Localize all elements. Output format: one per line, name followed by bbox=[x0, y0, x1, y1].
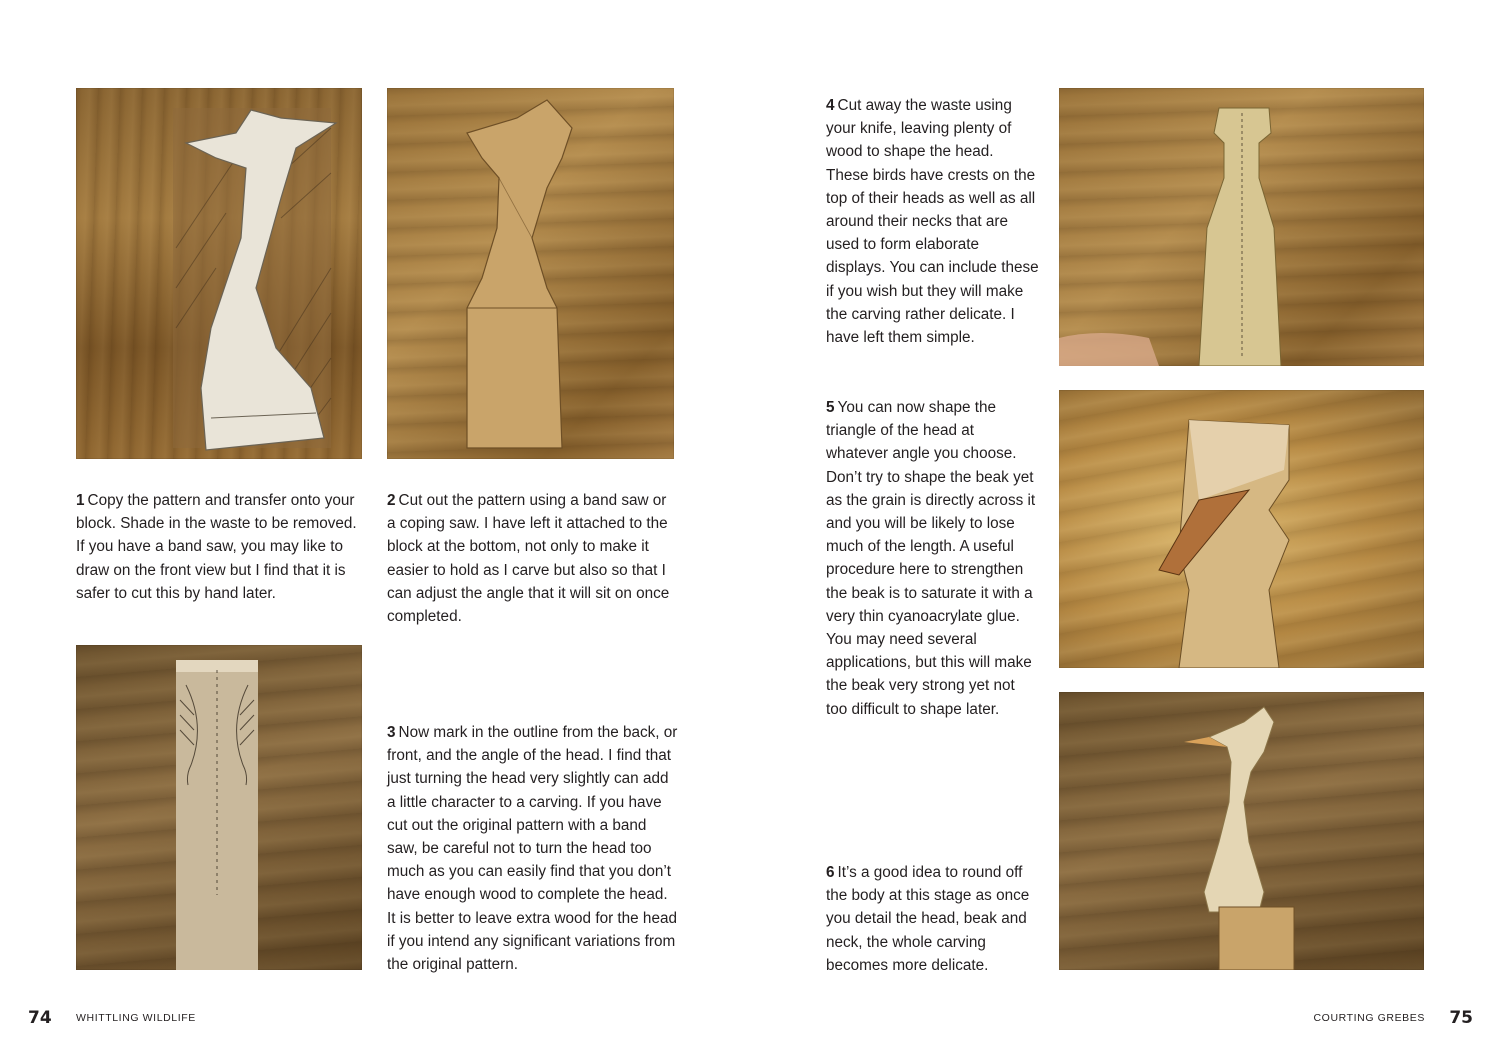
step-6-caption bbox=[826, 861, 1039, 977]
step-4-caption bbox=[826, 94, 1039, 349]
left-running-head: WHITTLING WILDLIFE bbox=[76, 1012, 196, 1024]
right-running-head: COURTING GREBES bbox=[1313, 1012, 1425, 1024]
step-number: 6 bbox=[826, 864, 835, 881]
step-5-caption bbox=[826, 396, 1039, 721]
step-4-photo bbox=[1059, 88, 1424, 366]
step-6-photo bbox=[1059, 692, 1424, 970]
step-text: It’s a good idea to round off the body at this stage as once you detail the head, beak and neck, the whole carving becomes more delicate. bbox=[826, 864, 1030, 974]
step-text: Cut out the pattern using a band saw or a coping saw. I have left it attached to the block at the bottom, not only to make it easier to hold as I carve but also so that I can adjust the angle that it will sit on once completed. bbox=[387, 492, 670, 626]
step-text: You can now shape the triangle of the head at whatever angle you choose. Don’t try to shape the beak yet as the grain is directly across it and you will be likely to lose much of the length. A useful procedure here to strengthen the beak is to saturate it with a very thin cyanoacrylate glue. You may need several applications, but this will make the beak very strong yet not too difficult to shape later. bbox=[826, 399, 1036, 718]
step-1-photo bbox=[76, 88, 362, 459]
step-number: 4 bbox=[826, 97, 835, 114]
right-page-number: 75 bbox=[1449, 1008, 1473, 1028]
step-5-photo bbox=[1059, 390, 1424, 668]
left-page-number: 74 bbox=[28, 1008, 52, 1028]
step-text: Now mark in the outline from the back, or front, and the angle of the head. I find that just turning the head very slightly can add a little character to a carving. If you have cut out the original pattern with a band saw, be careful not to turn the head too much as you can easily find that you don’t have enough wood to complete the head. It is better to leave extra wood for the head if you intend any significant variations from the original pattern. bbox=[387, 724, 678, 974]
step-number: 5 bbox=[826, 399, 835, 416]
step-text: Cut away the waste using your knife, leaving plenty of wood to shape the head. These birds have crests on the top of their heads as well as all around their necks that are used to form elaborate displays. You can include these if you wish but they will make the carving rather delicate. I have left them simple. bbox=[826, 97, 1039, 347]
step-3-caption bbox=[387, 721, 679, 976]
step-3-photo bbox=[76, 645, 362, 970]
step-2-photo bbox=[387, 88, 674, 459]
step-number: 1 bbox=[76, 492, 85, 509]
step-1-caption bbox=[76, 489, 366, 605]
step-number: 2 bbox=[387, 492, 396, 509]
step-2-caption bbox=[387, 489, 679, 628]
step-text: Copy the pattern and transfer onto your block. Shade in the waste to be removed. If you have a band saw, you may like to draw on the front view but I find that it is safer to cut this by hand later. bbox=[76, 492, 357, 602]
step-number: 3 bbox=[387, 724, 396, 741]
